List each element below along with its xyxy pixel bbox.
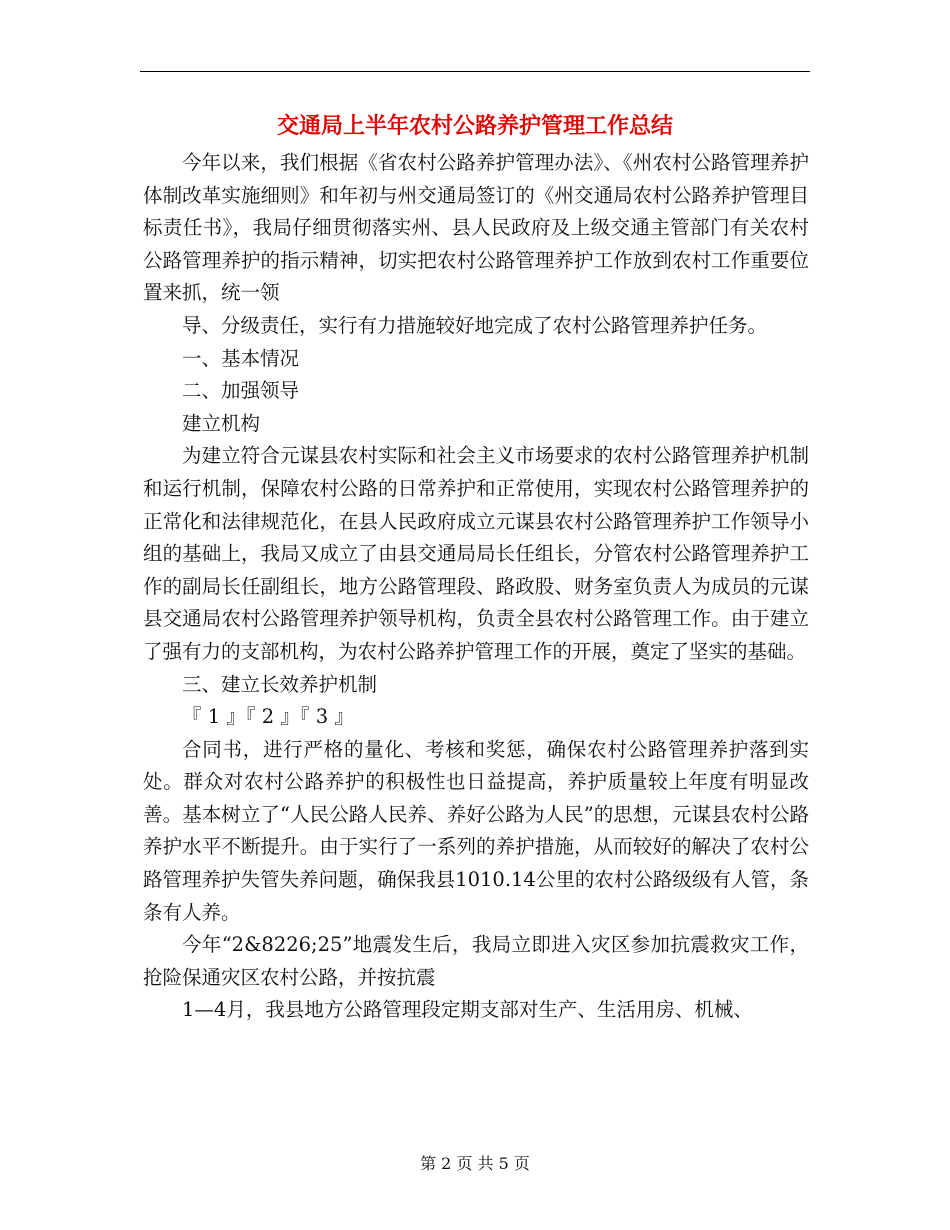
- paragraph-months: 1—4月，我县地方公路管理段定期支部对生产、生活用房、机械、: [182, 998, 753, 1022]
- section-heading-basic: 一、基本情况: [182, 346, 300, 370]
- paragraph-intro-continued: 导、分级责任，实行有力措施较好地完成了农村公路管理养护任务。: [182, 313, 768, 337]
- section-heading-mechanism: 三、建立长效养护机制: [182, 672, 378, 696]
- header-rule: [140, 71, 810, 72]
- subheading-organization: 建立机构: [182, 411, 261, 435]
- section-heading-leadership: 二、加强领导: [182, 379, 300, 403]
- paragraph-organization: 为建立符合元谋县农村实际和社会主义市场要求的农村公路管理养护机制和运行机制，保障农村公路的日常养护和正常使用，实现农村公路管理养护的正常化和法律规范化，在县人民政府成立元谋县农村公路管理养护工作领导小组的基础上，我局又成立了由县交通局局长任组长，分管农村公路管理养护工作的副局长任副组长，地方公路管理段、路政股、财务室负责人为成员的元谋县交通局农村公路管理养护领导机构，负责全县农村公路管理工作。由于建立了强有力的支部机构，为农村公路养护管理工作的开展，奠定了坚实的基础。: [143, 444, 809, 663]
- paragraph-earthquake: 今年“2&8226;25”地震发生后，我局立即进入灾区参加抗震救灾工作，抢险保通灾区农村公路，并按抗震: [143, 933, 809, 989]
- document-title: 交通局上半年农村公路养护管理工作总结: [276, 113, 673, 139]
- paragraph-intro: 今年以来，我们根据《省农村公路养护管理办法》、《州农村公路管理养护体制改革实施细则》和年初与州交通局签订的《州交通局农村公路养护管理目标责任书》，我局仔细贯彻落实州、县人民政府及上级交通主管部门有关农村公路管理养护的指示精神，切实把农村公路管理养护工作放到农村工作重要位置来抓，统一领: [143, 151, 809, 305]
- document-body: [143, 147, 809, 1027]
- page-footer: 第 2 页 共 5 页: [420, 1154, 530, 1173]
- paragraph-contract: 合同书，进行严格的量化、考核和奖惩，确保农村公路管理养护落到实处。群众对农村公路养护的积极性也日益提高，养护质量较上年度有明显改善。基本树立了“人民公路人民养、养好公路为人民”的思想，元谋县农村公路养护水平不断提升。由于实行了一系列的养护措施，从而较好的解决了农村公路管理养护失管失养问题，确保我县1010.14公里的农村公路级级有人管，条条有人养。: [143, 737, 809, 924]
- bracket-markers: 『 1 』『 2 』『 3 』: [182, 705, 354, 729]
